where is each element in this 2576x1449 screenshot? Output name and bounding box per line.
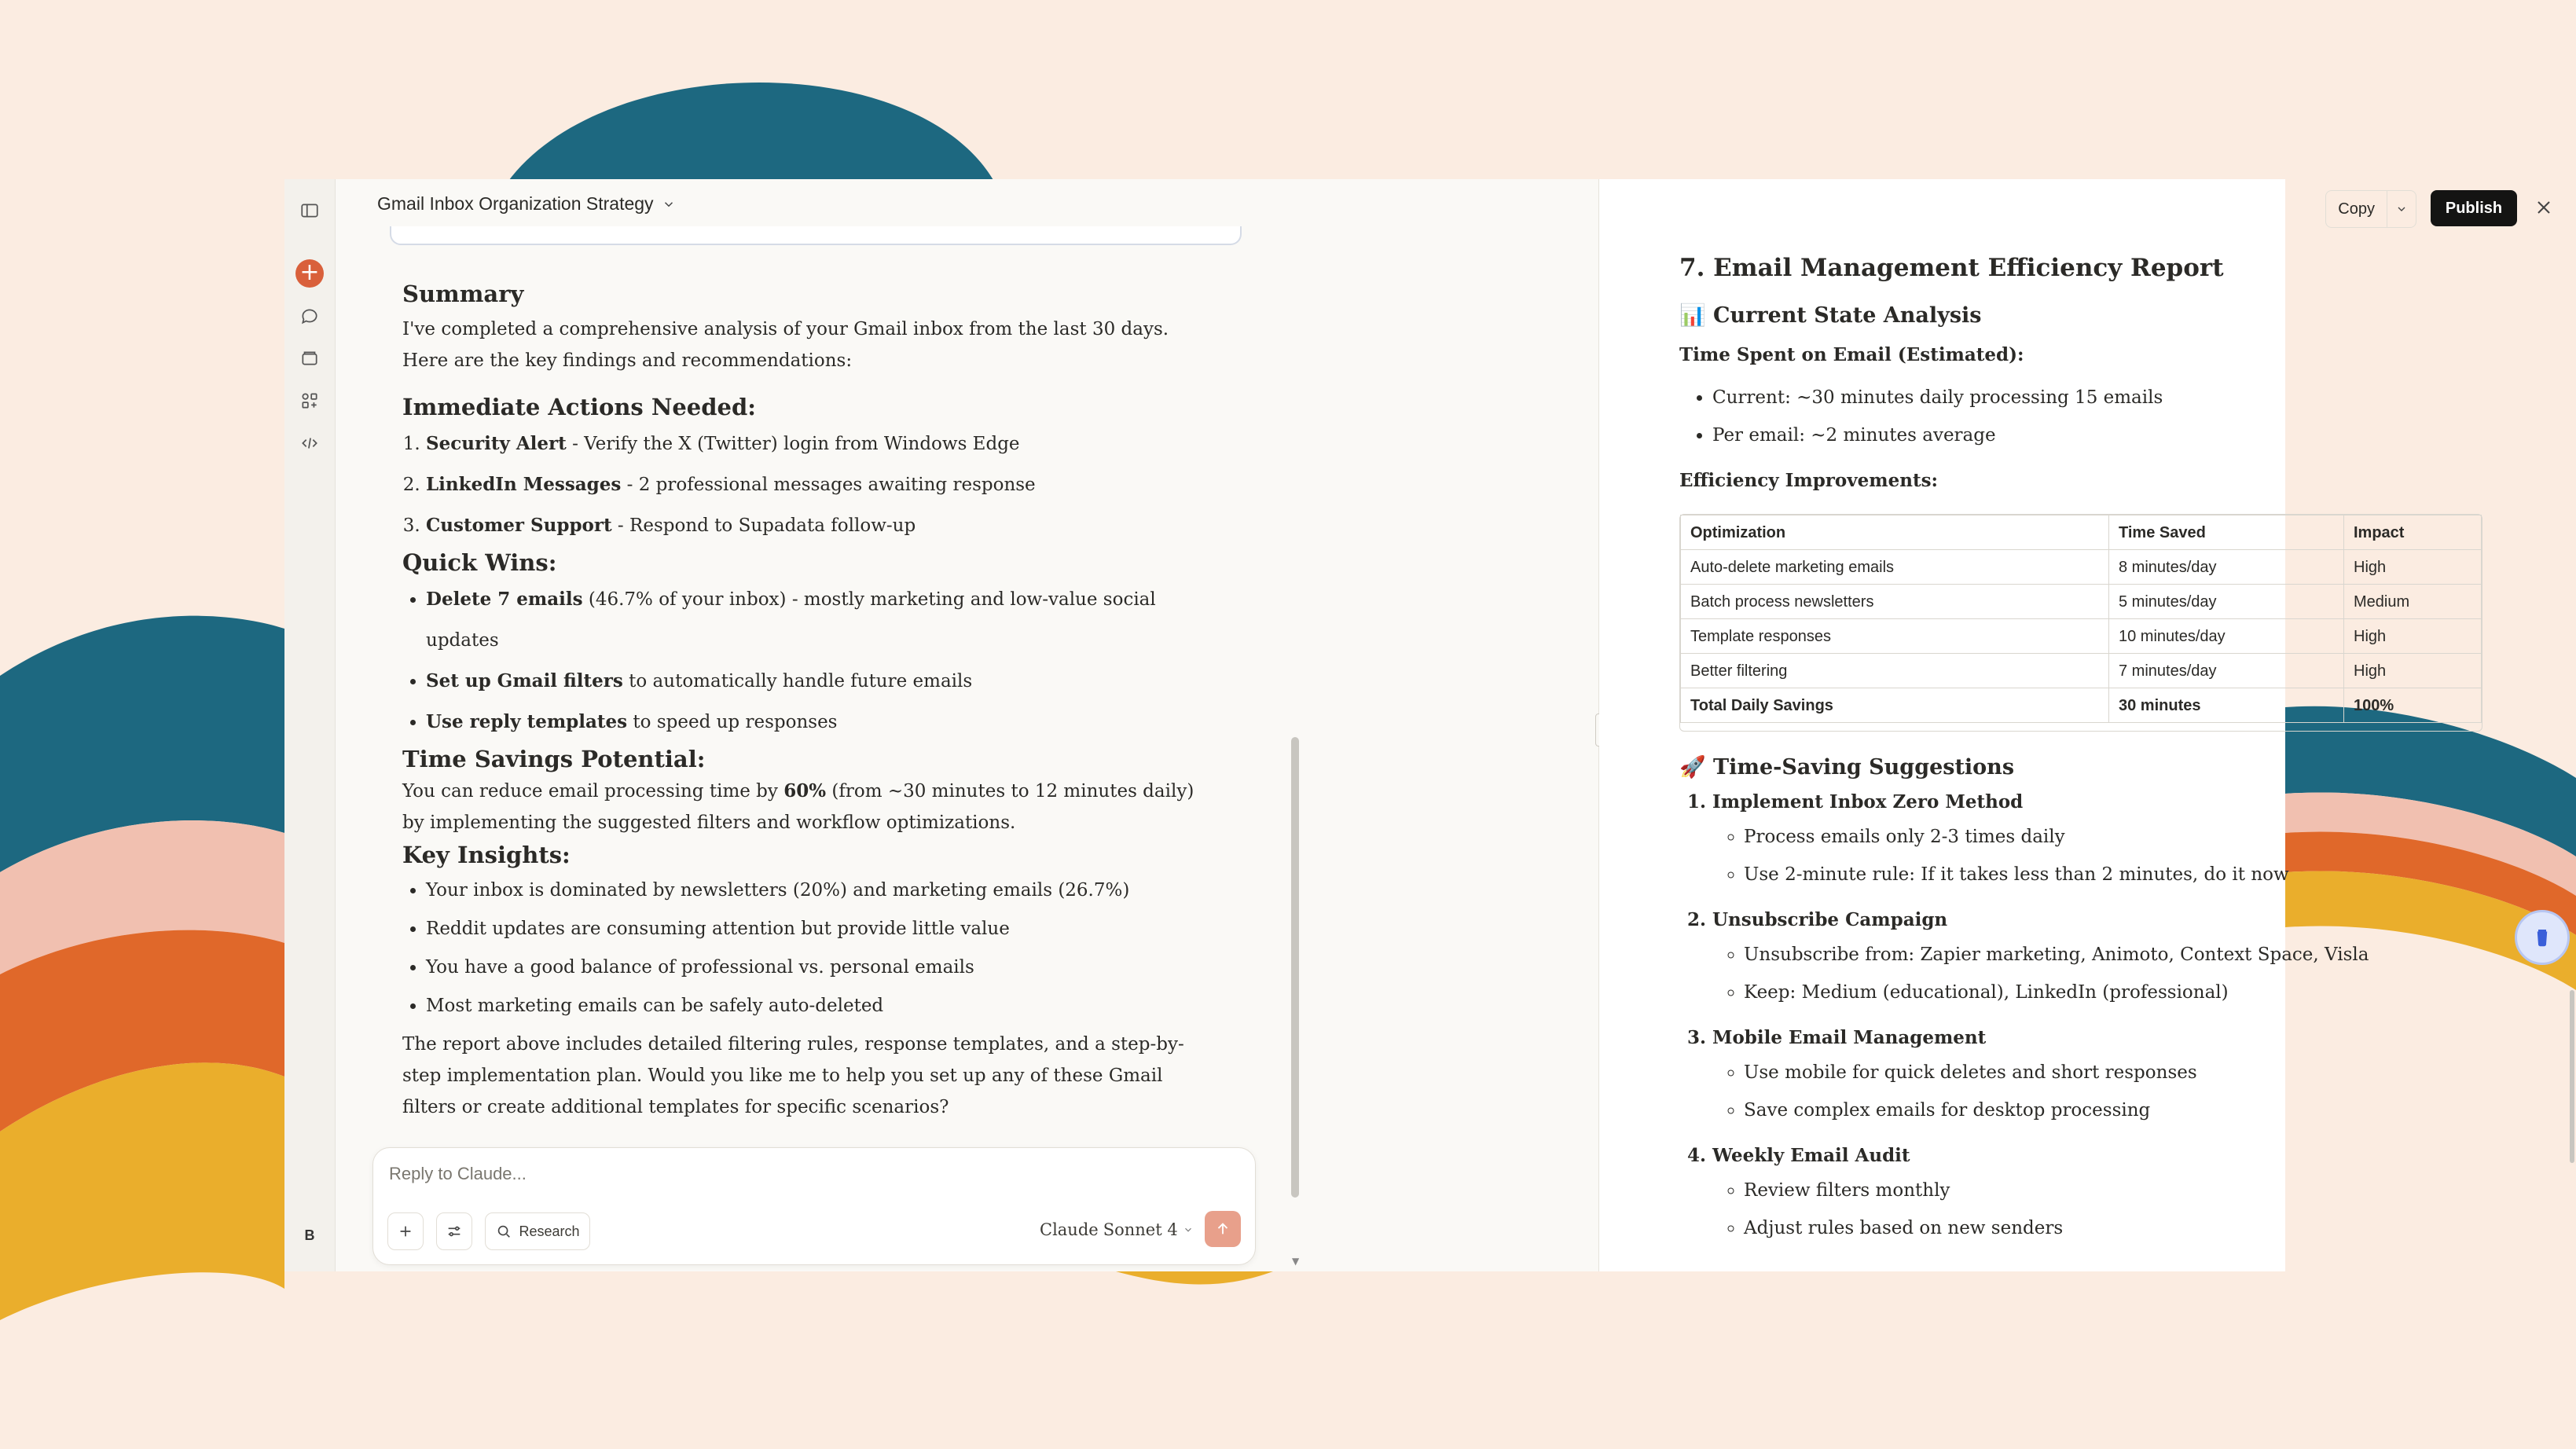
chats-icon[interactable] [295, 302, 324, 330]
summary-heading: Summary [402, 281, 524, 307]
table-header: Optimization [1681, 515, 2109, 550]
time-spent-list [1679, 379, 2544, 454]
model-selector[interactable] [1040, 1220, 1194, 1239]
sliders-icon [446, 1223, 463, 1240]
list-item: 3. Customer Support - Respond to Supadata follow-up [426, 505, 1204, 546]
cup-icon [2530, 926, 2554, 949]
efficiency-table-wrapper[interactable] [1679, 514, 2482, 732]
table-header: Time Saved [2109, 515, 2344, 550]
chevron-down-icon [1183, 1224, 1194, 1235]
list-item: • Per email: ~2 minutes average [1712, 416, 2544, 454]
table-cell: Medium [2344, 585, 2482, 619]
code-icon[interactable] [295, 429, 324, 457]
list-item: ◦ Use 2-minute rule: If it takes less than 2 minutes, do it now [1744, 856, 2544, 893]
previous-artifact-card[interactable] [390, 226, 1242, 245]
copy-button[interactable]: Copy [2326, 191, 2387, 227]
table-header-row [1681, 515, 2482, 550]
list-item: ◦ Save complex emails for desktop processing [1744, 1091, 2544, 1129]
list-item: 4. Weekly Email Audit ◦ Review filters monthly ◦ Adjust rules based on new senders [1712, 1140, 2544, 1247]
list-item: • You have a good balance of professional vs. personal emails [426, 948, 1204, 987]
artifacts-icon[interactable] [295, 387, 324, 415]
list-item: ◦ Review filters monthly [1744, 1172, 2544, 1209]
list-item: • Most marketing emails can be safely auto-deleted [426, 987, 1204, 1025]
list-item: • Your inbox is dominated by newsletters (20%) and marketing emails (26.7%) [426, 871, 1204, 910]
list-item: • Current: ~30 minutes daily processing 15 emails [1712, 379, 2544, 416]
time-savings-heading: Time Savings Potential: [402, 746, 706, 772]
app-window [284, 179, 2503, 1271]
list-item: 1. Security Alert - Verify the X (Twitter) login from Windows Edge [426, 424, 1204, 464]
section-title: 7. Email Management Efficiency Report [1679, 254, 2224, 282]
close-icon [2533, 196, 2555, 218]
time-savings-text: You can reduce email processing time by 60% (from ~30 minutes to 12 minutes daily) by implementing the suggested filters and workflow optimizations. [402, 780, 1194, 833]
immediate-list [402, 424, 1204, 546]
suggestions-list [1679, 787, 2544, 1247]
conversation-title: Gmail Inbox Organization Strategy [377, 193, 654, 214]
sidebar-toggle-icon[interactable] [295, 196, 324, 225]
list-item: • Set up Gmail filters to automatically handle future emails [426, 661, 1204, 702]
scroll-down-icon[interactable]: ▼ [1292, 1256, 1300, 1267]
table-cell: 10 minutes/day [2109, 619, 2344, 654]
chat-panel [335, 179, 1598, 1271]
projects-icon[interactable] [295, 344, 324, 372]
improvements-label: Efficiency Improvements: [1679, 470, 1939, 491]
assistant-message [402, 277, 1204, 1123]
list-item: 2. LinkedIn Messages - 2 professional messages awaiting response [426, 464, 1204, 505]
list-item: • Use reply templates to speed up responses [426, 702, 1204, 743]
copy-split-button [2325, 190, 2416, 228]
send-button[interactable] [1205, 1211, 1241, 1247]
suggestions-heading: 🚀 Time-Saving Suggestions [1679, 755, 2015, 780]
user-avatar[interactable]: B [304, 1227, 315, 1243]
artifact-scrollbar[interactable] [2570, 990, 2574, 1163]
list-item: ◦ Process emails only 2-3 times daily [1744, 818, 2544, 856]
composer [372, 1147, 1256, 1265]
insights-heading: Key Insights: [402, 842, 571, 868]
list-item: ◦ Use mobile for quick deletes and short responses [1744, 1054, 2544, 1091]
list-item: 3. Mobile Email Management ◦ Use mobile for quick deletes and short responses ◦ Save complex emails for desktop processing [1712, 1022, 2544, 1129]
efficiency-table [1680, 515, 2482, 723]
chat-scrollbar[interactable] [1291, 737, 1299, 1198]
table-row [1681, 550, 2482, 585]
copy-options-button[interactable] [2387, 203, 2416, 215]
model-name: Claude [1040, 1220, 1099, 1239]
model-version: Sonnet 4 [1103, 1220, 1178, 1239]
table-row [1681, 654, 2482, 688]
close-artifact-button[interactable] [2533, 196, 2556, 220]
left-rail [284, 179, 336, 1271]
quickwins-heading: Quick Wins: [402, 549, 557, 576]
insights-list [402, 871, 1204, 1025]
floating-extension-button[interactable] [2515, 910, 2570, 965]
table-cell: Total Daily Savings [1681, 688, 2109, 723]
current-state-heading: 📊 Current State Analysis [1679, 303, 1982, 328]
table-cell: 100% [2344, 688, 2482, 723]
list-item: 2. Unsubscribe Campaign ◦ Unsubscribe from: Zapier marketing, Animoto, Context Space, Visla ◦ Keep: Medium (educational), LinkedIn (professional) [1712, 904, 2544, 1011]
table-cell: 7 minutes/day [2109, 654, 2344, 688]
table-cell: High [2344, 654, 2482, 688]
closing-text: The report above includes detailed filtering rules, response templates, and a step-by-step implementation plan. Would you like me to help you set up any of these Gmail filters or create additional templates for specific scenarios? [402, 1034, 1184, 1117]
list-item: • Delete 7 emails (46.7% of your inbox) - mostly marketing and low-value social updates [426, 579, 1204, 661]
research-button[interactable] [485, 1212, 590, 1250]
table-row [1681, 619, 2482, 654]
summary-text: I've completed a comprehensive analysis of your Gmail inbox from the last 30 days. Here are the key findings and recommendations: [402, 319, 1169, 371]
attach-button[interactable] [387, 1212, 424, 1250]
list-item: ◦ Adjust rules based on new senders [1744, 1209, 2544, 1247]
publish-button[interactable]: Publish [2431, 190, 2517, 226]
research-label: Research [519, 1223, 580, 1239]
table-cell: Template responses [1681, 619, 2109, 654]
table-cell: 30 minutes [2109, 688, 2344, 723]
table-total-row [1681, 688, 2482, 723]
chart-icon: 📊 [1679, 303, 1706, 328]
chevron-down-icon [2395, 203, 2408, 215]
reply-input[interactable]: Reply to Claude... [389, 1164, 527, 1183]
list-item: ◦ Keep: Medium (educational), LinkedIn (professional) [1744, 974, 2544, 1011]
plus-icon: + [295, 259, 324, 288]
table-cell: Auto-delete marketing emails [1681, 550, 2109, 585]
table-header: Impact [2344, 515, 2482, 550]
list-item: ◦ Unsubscribe from: Zapier marketing, Animoto, Context Space, Visla [1744, 936, 2544, 974]
table-row [1681, 585, 2482, 619]
tools-button[interactable] [436, 1212, 472, 1250]
immediate-heading: Immediate Actions Needed: [402, 394, 756, 420]
search-icon [495, 1223, 512, 1240]
time-spent-label: Time Spent on Email (Estimated): [1679, 344, 2024, 365]
plus-icon [397, 1223, 414, 1240]
artifact-content [1679, 250, 2544, 1247]
table-cell: High [2344, 619, 2482, 654]
artifact-panel [1599, 179, 2503, 1271]
table-cell: High [2344, 550, 2482, 585]
list-item: • Reddit updates are consuming attention but provide little value [426, 910, 1204, 948]
conversation-title-button[interactable] [377, 193, 676, 215]
table-cell: 5 minutes/day [2109, 585, 2344, 619]
chevron-down-icon [662, 197, 676, 211]
list-item: 1. Implement Inbox Zero Method ◦ Process emails only 2-3 times daily ◦ Use 2-minute rule: If it takes less than 2 minutes, do it now [1712, 787, 2544, 893]
table-cell: Batch process newsletters [1681, 585, 2109, 619]
table-cell: Better filtering [1681, 654, 2109, 688]
quickwins-list [402, 579, 1204, 743]
arrow-up-icon [1214, 1220, 1231, 1238]
new-chat-button[interactable] [295, 259, 324, 288]
table-cell: 8 minutes/day [2109, 550, 2344, 585]
rocket-icon: 🚀 [1679, 755, 1706, 780]
